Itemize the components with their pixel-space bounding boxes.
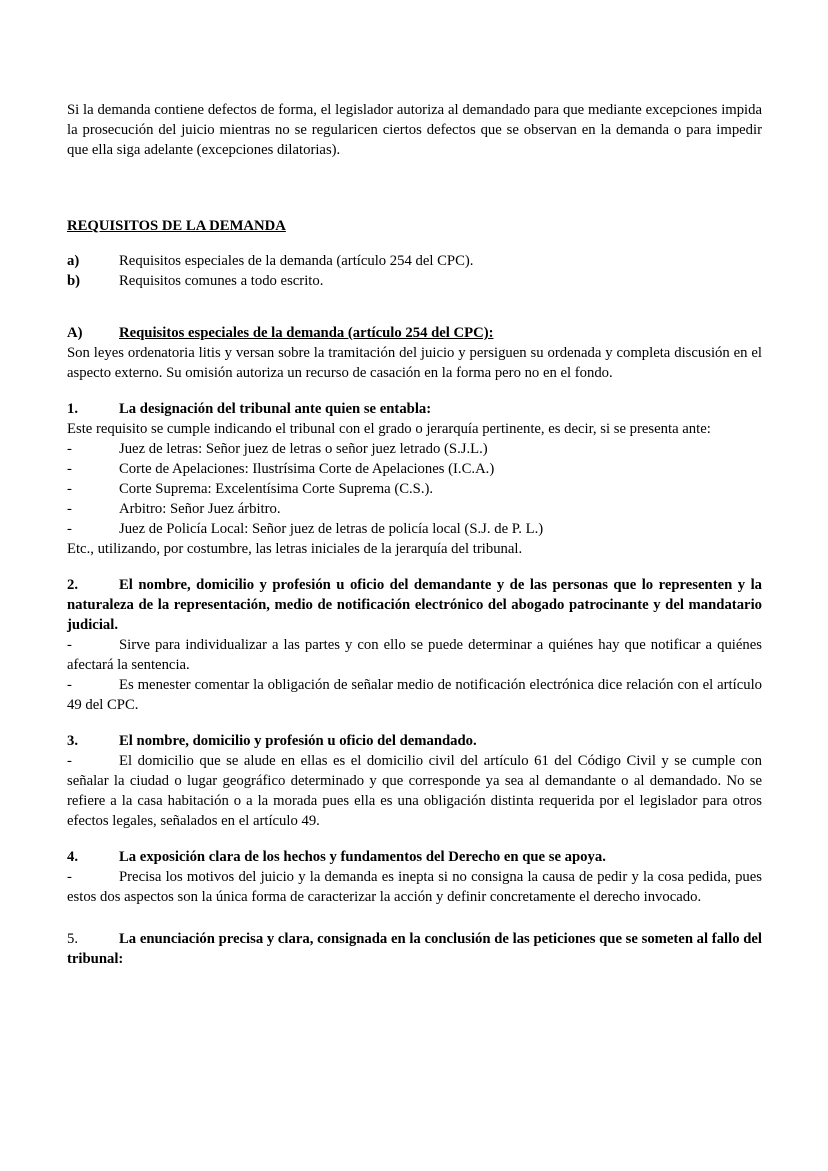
point-4-heading <box>67 847 762 867</box>
list-item-b-marker: b) <box>67 273 81 289</box>
tribunal-item-1-text: Juez de letras: Señor juez de letras o señor juez letrado (S.J.L.) <box>119 441 488 457</box>
section-a-heading <box>67 323 762 343</box>
document-title-text: REQUISITOS DE LA DEMANDA <box>67 218 286 234</box>
point-3-bullet-1-text: El domicilio que se alude en ellas es el domicilio civil del artículo 61 del Código Civil y se cumple con señalar la ciudad o lugar geográfico determinado y que corresponde ya sea al demandante o al demandado. No se refiere a la casa habitación o a la morada pues ella es una obligación distinta requerida por el legislador para otros efectos legales, señalados en el artículo 49. <box>67 753 762 829</box>
point-1-heading <box>67 399 762 419</box>
point-3-heading-text: El nombre, domicilio y profesión u oficio del demandado. <box>119 733 477 749</box>
point-2 <box>67 575 762 715</box>
tribunal-item-1 <box>67 439 762 459</box>
point-4 <box>67 847 762 907</box>
point-4-marker: 4. <box>67 849 79 865</box>
requirements-list <box>67 251 762 291</box>
point-4-bullet-1 <box>67 867 762 907</box>
point-5-heading-text: La enunciación precisa y clara, consignada en la conclusión de las peticiones que se someten al fallo del tribunal: <box>67 931 762 967</box>
point-1-footer: Etc., utilizando, por costumbre, las letras iniciales de la jerarquía del tribunal. <box>67 541 523 557</box>
tribunal-item-3-marker: - <box>67 481 72 497</box>
point-1-marker: 1. <box>67 401 79 417</box>
point-3-marker: 3. <box>67 733 79 749</box>
point-4-bullet-1-marker: - <box>67 869 72 885</box>
point-3-heading <box>67 731 762 751</box>
point-2-bullet-1 <box>67 635 762 675</box>
tribunal-item-5 <box>67 519 762 539</box>
list-item-a <box>67 251 762 271</box>
tribunal-item-1-marker: - <box>67 441 72 457</box>
point-2-heading <box>67 575 762 635</box>
section-a <box>67 323 762 383</box>
tribunal-item-5-marker: - <box>67 521 72 537</box>
section-a-marker: A) <box>67 325 83 341</box>
tribunal-item-2-text: Corte de Apelaciones: Ilustrísima Corte de Apelaciones (I.C.A.) <box>119 461 495 477</box>
section-a-heading-text: Requisitos especiales de la demanda (artículo 254 del CPC): <box>119 325 494 341</box>
tribunal-item-4-marker: - <box>67 501 72 517</box>
tribunal-item-2 <box>67 459 762 479</box>
point-4-heading-text: La exposición clara de los hechos y fundamentos del Derecho en que se apoya. <box>119 849 606 865</box>
tribunal-item-4 <box>67 499 762 519</box>
intro-paragraph: Si la demanda contiene defectos de forma, el legislador autoriza al demandado para que mediante excepciones impida la prosecución del juicio mientras no se regularicen ciertos defectos que se observan en la demanda o para impedir que ella siga adelante (excepciones dilatorias). <box>67 102 762 158</box>
tribunal-item-5-text: Juez de Policía Local: Señor juez de letras de policía local (S.J. de P. L.) <box>119 521 544 537</box>
point-3 <box>67 731 762 831</box>
point-2-bullet-2-text: Es menester comentar la obligación de señalar medio de notificación electrónica dice relación con el artículo 49 del CPC. <box>67 677 762 713</box>
point-2-bullet-1-marker: - <box>67 637 72 653</box>
tribunal-item-3-text: Corte Suprema: Excelentísima Corte Suprema (C.S.). <box>119 481 434 497</box>
point-1-heading-text: La designación del tribunal ante quien se entabla: <box>119 401 432 417</box>
point-2-marker: 2. <box>67 577 79 593</box>
document-title <box>67 216 762 236</box>
point-2-bullet-2-marker: - <box>67 677 72 693</box>
tribunal-item-3 <box>67 479 762 499</box>
section-a-body: Son leyes ordenatoria litis y versan sobre la tramitación del juicio y persiguen su ordenada y completa discusión en el aspecto externo. Su omisión autoriza un recurso de casación en la forma pero no en el fondo. <box>67 345 762 381</box>
point-4-bullet-1-text: Precisa los motivos del juicio y la demanda es inepta si no consigna la causa de pedir y la cosa pedida, pues estos dos aspectos son la única forma de caracterizar la acción y definir concretamente el derecho invocado. <box>67 869 762 905</box>
list-item-a-text: Requisitos especiales de la demanda (artículo 254 del CPC). <box>119 253 474 269</box>
list-item-b-text: Requisitos comunes a todo escrito. <box>119 273 324 289</box>
point-1 <box>67 399 762 559</box>
point-5-marker: 5. <box>67 931 79 947</box>
list-item-b <box>67 271 762 291</box>
point-2-heading-text: El nombre, domicilio y profesión u oficio del demandante y de las personas que lo representen y la naturaleza de la representación, medio de notificación electrónico del abogado patrocinante y del mandatario judicial. <box>67 577 762 633</box>
point-5 <box>67 929 762 969</box>
point-2-bullet-2 <box>67 675 762 715</box>
list-item-a-marker: a) <box>67 253 80 269</box>
point-1-body: Este requisito se cumple indicando el tribunal con el grado o jerarquía pertinente, es decir, si se presenta ante: <box>67 421 711 437</box>
tribunal-item-2-marker: - <box>67 461 72 477</box>
point-2-bullet-1-text: Sirve para individualizar a las partes y con ello se puede determinar a quiénes hay que notificar a quiénes afectará la sentencia. <box>67 637 762 673</box>
tribunal-item-4-text: Arbitro: Señor Juez árbitro. <box>119 501 281 517</box>
point-3-bullet-1-marker: - <box>67 753 72 769</box>
point-5-heading <box>67 929 762 969</box>
point-3-bullet-1 <box>67 751 762 831</box>
